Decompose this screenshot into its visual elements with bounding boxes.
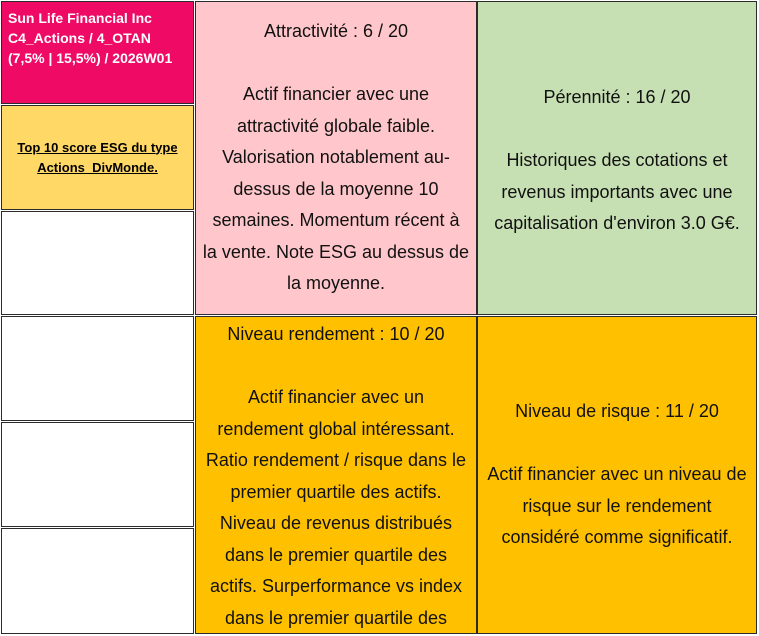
asset-title-cell bbox=[1, 1, 194, 104]
asset-name: Sun Life Financial Inc bbox=[8, 10, 152, 26]
rendement-description bbox=[200, 382, 472, 634]
attractivite-line: Actif financier avec une bbox=[242, 84, 430, 104]
attractivite-description bbox=[200, 79, 472, 300]
attractivite-line: la vente. Note ESG au dessus de bbox=[202, 241, 470, 262]
asset-category: C4_Actions / 4_OTAN bbox=[8, 30, 151, 46]
perennite-line: Historiques des cotations et bbox=[506, 150, 728, 170]
blank-cell-2 bbox=[1, 316, 194, 421]
rendement-line: Ratio rendement / risque dans le bbox=[205, 450, 467, 470]
esg-ranking-line-1: Top 10 score ESG du type bbox=[17, 139, 178, 155]
rendement-line: Niveau de revenus distribués bbox=[219, 513, 453, 533]
perennite-score: Pérennité : 16 / 20 bbox=[543, 87, 691, 107]
attractivite-line: semaines. Momentum récent à bbox=[212, 210, 460, 230]
perennite-description bbox=[482, 145, 752, 240]
rendement-line: actifs. Surperformance vs index bbox=[209, 576, 463, 596]
attractivite-line: Valorisation notablement au- bbox=[222, 147, 450, 167]
risque-line: considéré comme significatif. bbox=[501, 527, 733, 547]
risque-line: risque sur le rendement bbox=[522, 495, 712, 516]
esg-ranking-cell bbox=[1, 105, 194, 210]
rendement-line: dans le premier quartile des bbox=[224, 544, 448, 565]
attractivite-score: Attractivité : 6 / 20 bbox=[263, 21, 409, 41]
attractivite-cell bbox=[195, 1, 477, 315]
risque-line: Actif financier avec un niveau de bbox=[487, 464, 747, 484]
attractivite-line: dessus de la moyenne 10 bbox=[233, 178, 439, 199]
asset-period: (7,5% | 15,5%) / 2026W01 bbox=[8, 50, 173, 66]
esg-ranking-line-2: Actions_DivMonde. bbox=[37, 159, 158, 175]
blank-cell-4 bbox=[1, 528, 194, 634]
perennite-line: capitalisation d'environ 3.0 G€. bbox=[494, 213, 740, 233]
risque-description bbox=[482, 459, 752, 554]
perennite-cell bbox=[477, 1, 757, 315]
rendement-cell bbox=[195, 316, 477, 634]
risque-score: Niveau de risque : 11 / 20 bbox=[515, 401, 719, 421]
attractivite-line: attractivité globale faible. bbox=[236, 115, 436, 136]
rendement-line: dans le premier quartile des bbox=[224, 607, 448, 628]
blank-cell-3 bbox=[1, 422, 194, 527]
perennite-line: revenus importants avec une bbox=[501, 181, 733, 202]
rendement-line: rendement global intéressant. bbox=[217, 418, 455, 439]
blank-cell-1 bbox=[1, 211, 194, 315]
attractivite-line: la moyenne. bbox=[286, 273, 386, 293]
rendement-score: Niveau rendement : 10 / 20 bbox=[227, 324, 445, 344]
rendement-line: premier quartile des actifs. bbox=[230, 481, 442, 502]
rendement-line: Actif financier avec un bbox=[247, 387, 425, 407]
risque-cell bbox=[477, 316, 757, 634]
